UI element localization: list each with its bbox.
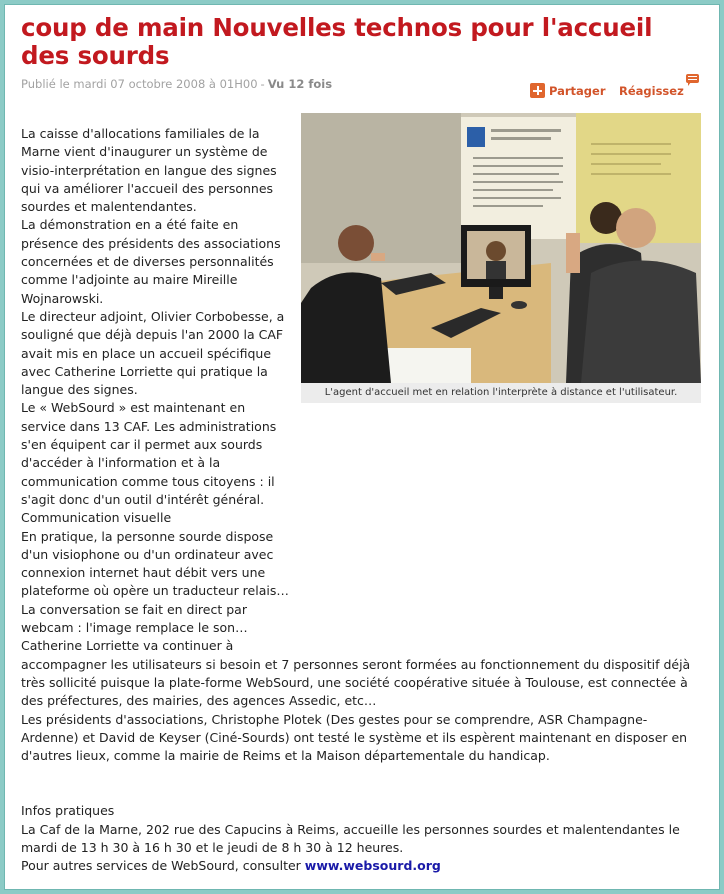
paragraph: La démonstration en a été faite en présence des présidents des associations concernées et de diverses personnalités comme l'adjointe au maire Mireille Wojnarowski.: [21, 217, 281, 306]
paragraph: La caisse d'allocations familiales de la Marne vient d'inaugurer un système de visio-interprétation en langue des signes qui va améliorer l'accueil des personnes sourdes et malentendantes.: [21, 126, 277, 215]
paragraph: La conversation se fait en direct par webcam : l'image remplace le son…: [21, 601, 248, 636]
infos-link-prefix: Pour autres services de WebSourd, consulter: [21, 858, 301, 874]
websourd-link[interactable]: www.websourd.org: [304, 858, 441, 874]
article-frame: [4, 4, 720, 890]
paragraph: Catherine Lorriette va continuer à accompagner les utilisateurs si besoin et 7 personnes seront formées au fonctionnement du dispositif déjà très sollicité puisque la plate-forme WebSourd, une société coopérative située à Toulouse, est connectée à des préfectures, des mairies, des agences Assedic, etc…: [21, 638, 691, 709]
article-body: [21, 125, 703, 876]
paragraph: En pratique, la personne sourde dispose d'un visiophone ou d'un ordinateur avec connexion internet haut débit vers une plateforme où opère un traducteur relais…: [21, 528, 289, 599]
section-heading: Communication visuelle: [21, 510, 172, 526]
view-count: Vu 12 fois: [267, 77, 333, 91]
plus-icon: [530, 83, 545, 98]
infos-heading: Infos pratiques: [21, 803, 115, 819]
share-label: Partager: [549, 83, 606, 98]
paragraph: Les présidents d'associations, Christophe Plotek (Des gestes pour se comprendre, ASR Champagne-Ardenne) et David de Keyser (Ciné-Sourds) ont testé le système et ils espèrent maintenant en disposer en d'autres lieux, comme la mairie de Reims et la Maison départementale du handicap.: [21, 711, 688, 764]
comment-bubble-icon[interactable]: [686, 74, 699, 83]
infos-link-line: [21, 857, 703, 875]
article-title: coup de main Nouvelles technos pour l'accueil des sourds: [21, 13, 653, 70]
photo-caption: L'agent d'accueil met en relation l'interprète à distance et l'utilisateur.: [301, 383, 701, 403]
meta-separator: -: [260, 77, 265, 91]
publish-date: Publié le mardi 07 octobre 2008 à 01H00: [21, 77, 258, 91]
paragraph: Le « WebSourd » est maintenant en service dans 13 CAF. Les administrations s'en équipent car il permet aux sourds d'accéder à l'information et à la communication comme tous citoyens : il s'agit donc d'un outil d'intérêt général.: [21, 400, 277, 507]
react-link[interactable]: Réagissez: [619, 84, 684, 98]
infos-text: La Caf de la Marne, 202 rue des Capucins à Reims, accueille les personnes sourdes et malentendantes le mardi de 13 h 30 à 16 h 30 et le jeudi de 8 h 30 à 12 heures.: [21, 821, 680, 855]
paragraph: Le directeur adjoint, Olivier Corbobesse, a souligné que déjà depuis l'an 2000 la CAF avait mis en place un accueil spécifique avec Catherine Lorriette qui pratique la langue des signes.: [21, 308, 285, 398]
share-button[interactable]: [530, 83, 606, 98]
article-meta: [21, 77, 332, 91]
